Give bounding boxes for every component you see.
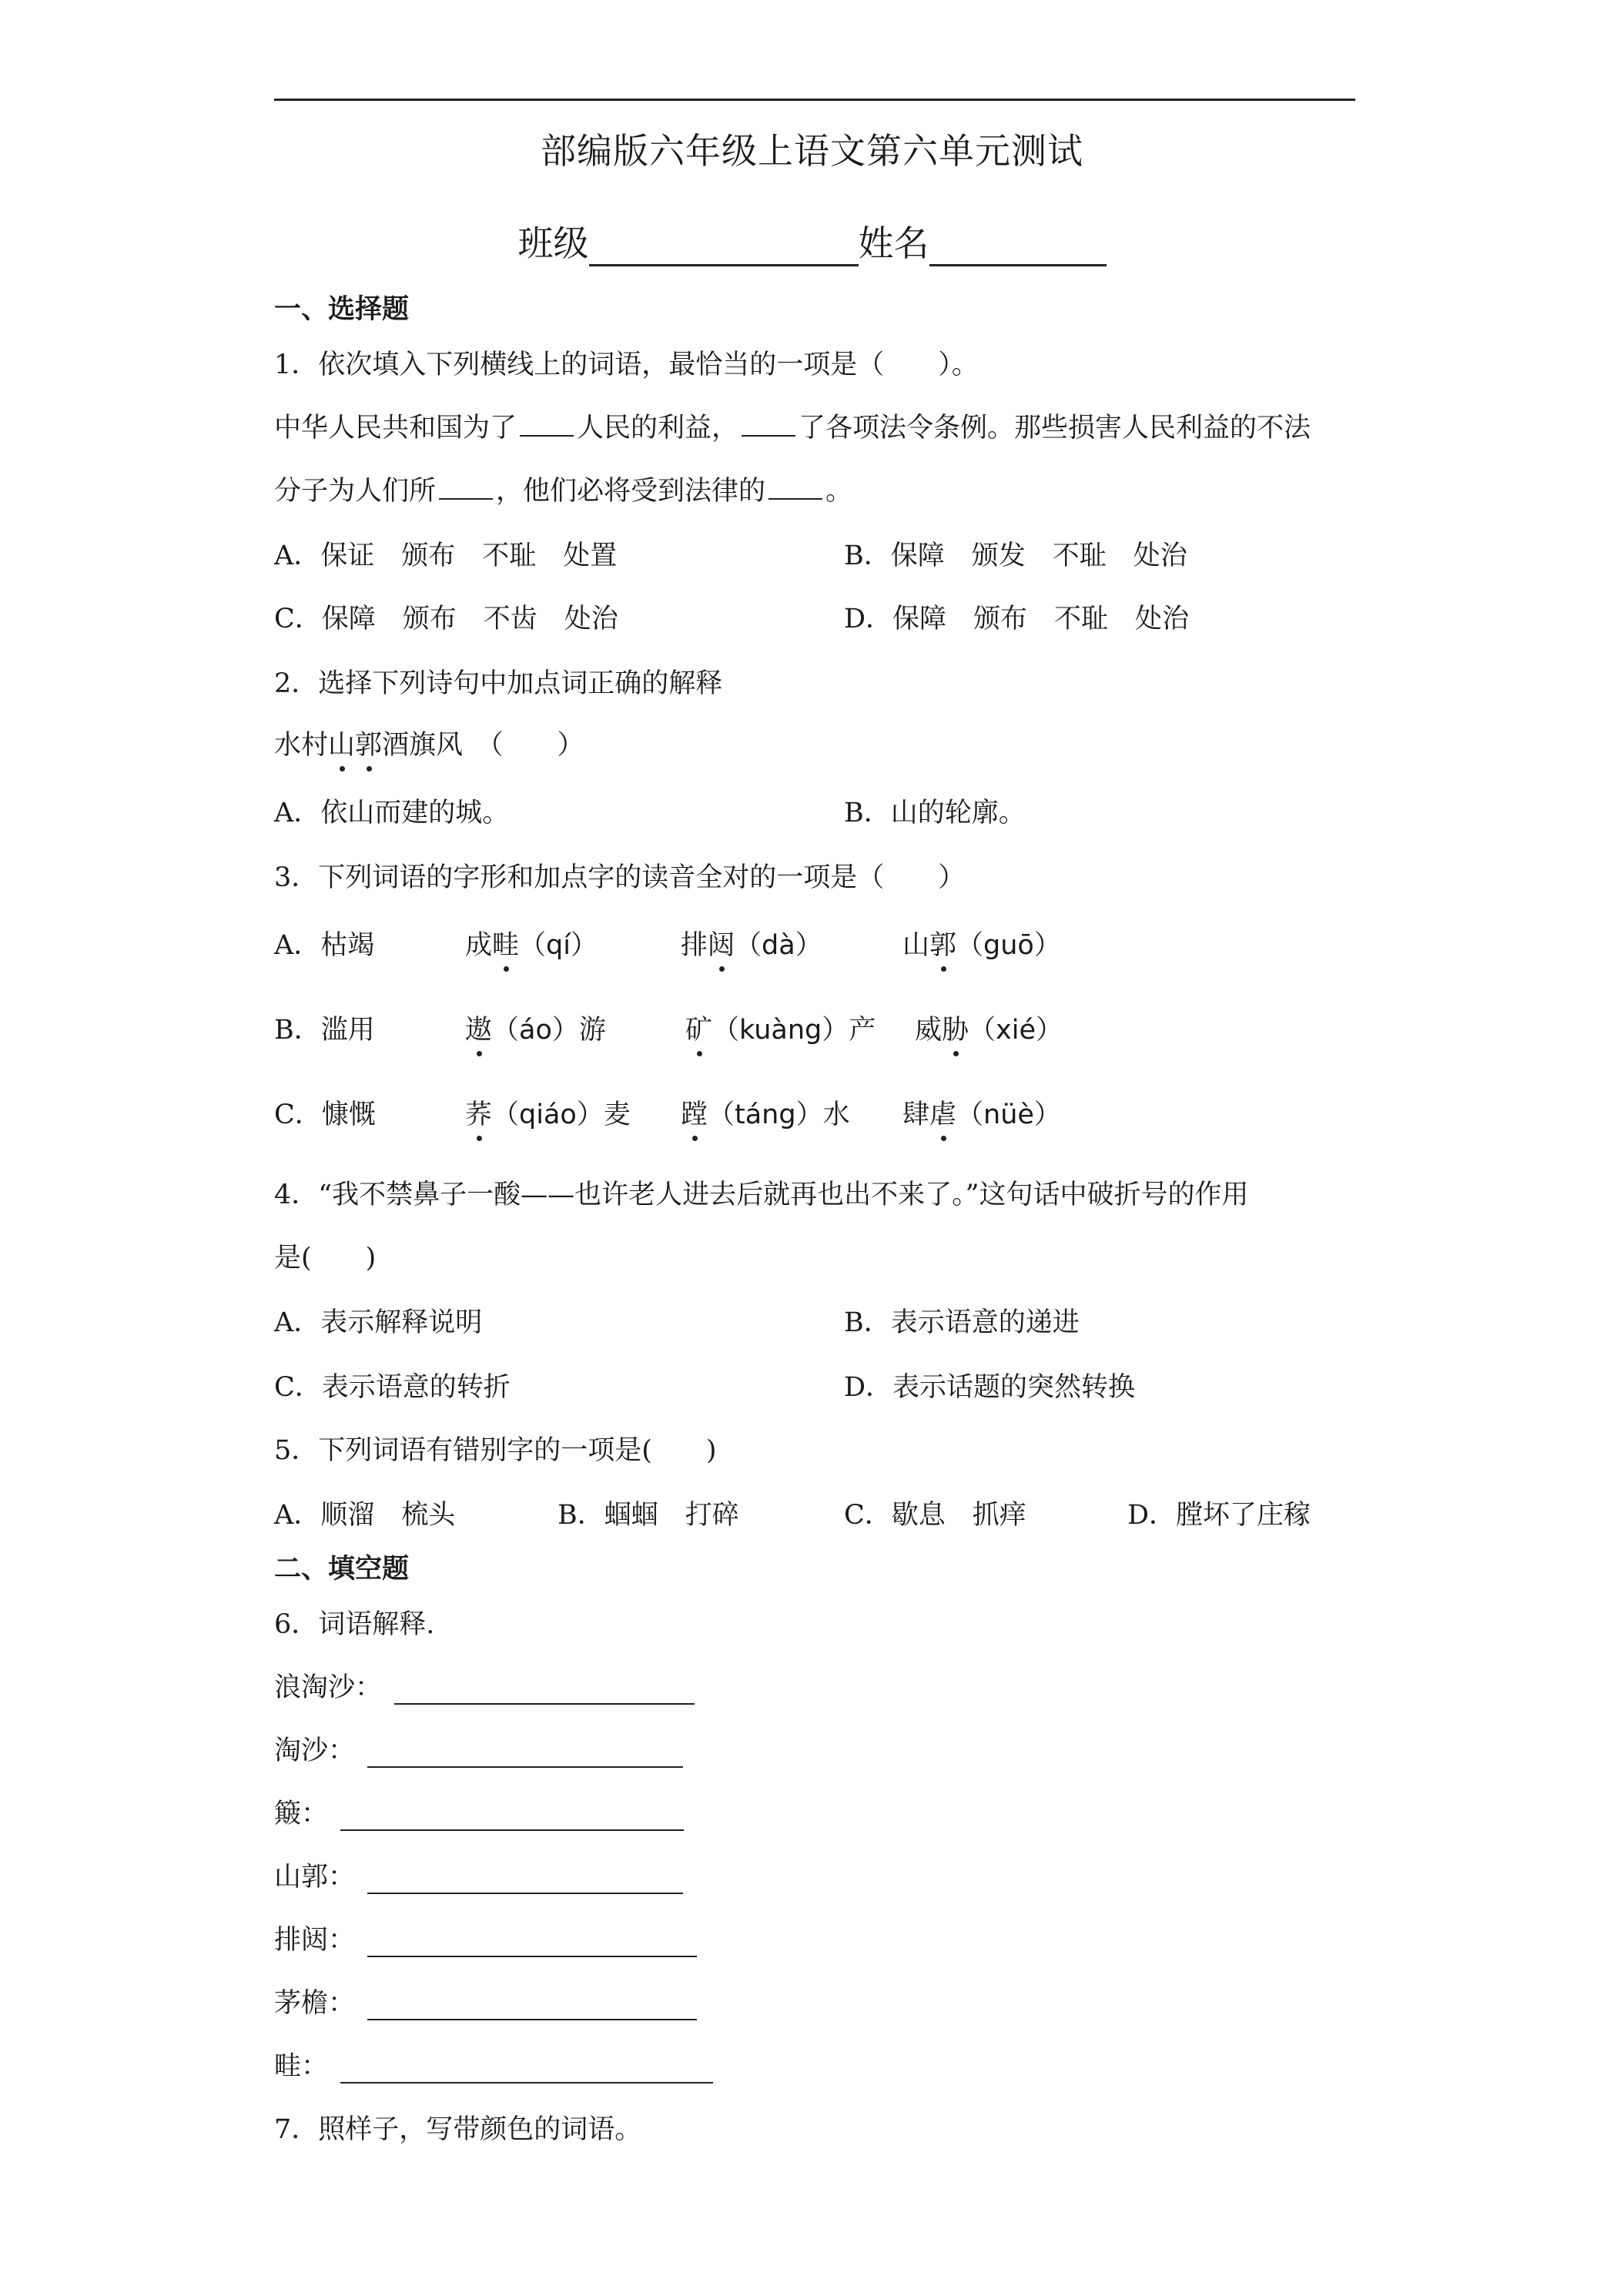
q6-answer-5[interactable] [367,1930,697,1957]
q3-a-w2-char: 成 [465,930,493,961]
q3-a-word4 [902,924,1061,962]
q3-c-w3-pinyin: （táng）水 [708,1099,850,1130]
q6-answer-6[interactable] [367,1993,697,2020]
q6-answer-2[interactable] [367,1740,683,1768]
q6-term-4: 山郭： [274,1862,356,1893]
q1-text-b: 人民的利益， [577,413,739,443]
q6-item-2 [274,1729,683,1768]
q3-stem: 3．下列词语的字形和加点字的读音全对的一项是（ ） [274,862,966,893]
top-rule [274,99,1355,101]
q3-a-w2-pinyin: （qí） [519,930,598,961]
q3-a-w2-dotted: 畦 [492,924,519,962]
q1-option-c[interactable]: C．保障 颁布 不齿 处治 [274,604,618,634]
q5-option-b[interactable]: B．蝈蝈 打碎 [558,1500,739,1531]
class-label: 班级 [517,223,589,264]
q3-b-w2-dotted: 遨 [465,1009,492,1047]
q2-poem-line [274,724,584,762]
q2-poem-b: 酒旗风 （ ） [382,730,584,761]
q3-b-word3 [685,1009,876,1047]
q3-b-w3-dotted: 矿 [685,1009,712,1047]
class-name-line [0,216,1624,266]
q1-text-d: 分子为人们所 [274,476,437,507]
q5-option-a[interactable]: A．顺溜 梳头 [274,1500,456,1531]
q6-item-7 [274,2045,713,2083]
name-blank[interactable] [929,226,1107,266]
q6-item-4 [274,1856,683,1894]
q3-a-w3-dotted: 闼 [708,924,735,962]
q6-term-2: 淘沙： [274,1735,356,1766]
q3-c-w4-dotted: 虐 [929,1093,956,1132]
q3-c-w3-dotted: 蹚 [681,1093,708,1132]
q6-term-6: 茅檐： [274,1988,356,2019]
q1-text-a: 中华人民共和国为了 [274,413,517,443]
q3-a-w3-char: 排 [681,930,708,961]
q6-item-1 [274,1666,695,1705]
q6-term-3: 簸： [274,1799,329,1829]
q1-text-c: 了各项法令条例。那些损害人民利益的不法 [799,413,1311,443]
q2-dotted-char-2: 郭 [355,724,382,762]
q4-option-c[interactable]: C．表示语意的转折 [274,1372,511,1403]
q4-option-b[interactable]: B．表示语意的递进 [844,1307,1080,1338]
q1-passage-line1 [274,407,1311,445]
q2-dotted-char-1: 山 [328,724,355,762]
q3-c-word3 [681,1093,850,1132]
q3-c-word2 [465,1093,631,1132]
q2-option-b[interactable]: B．山的轮廓。 [844,798,1026,828]
q1-blank-4[interactable] [768,475,822,500]
q3-b-w4-dotted: 胁 [942,1009,969,1047]
q7-stem: 7．照样子，写带颜色的词语。 [274,2114,642,2145]
q5-option-c[interactable]: C．歇息 抓痒 [844,1500,1026,1531]
q6-stem: 6．词语解释. [274,1609,435,1640]
q1-text-e: ，他们必将受到法律的 [496,476,766,507]
q3-c-w2-pinyin: （qiáo）麦 [492,1099,631,1130]
q4-option-d[interactable]: D．表示话题的突然转换 [844,1372,1136,1403]
q3-c-w4-pinyin: （nüè） [956,1099,1061,1130]
q4-stem-line2: 是( ) [274,1243,377,1274]
q4-option-a[interactable]: A．表示解释说明 [274,1307,483,1338]
q6-answer-4[interactable] [367,1866,683,1894]
page-title: 部编版六年级上语文第六单元测试 [541,130,1083,172]
q3-a-word3 [681,924,822,962]
q3-c-w4-char: 肆 [902,1099,930,1130]
q2-poem-a: 水村 [274,730,329,761]
q4-stem-line1: 4．“我不禁鼻子一酸——也许老人进去后就再也出不来了。”这句话中破折号的作用 [274,1180,1249,1210]
q2-stem: 2．选择下列诗句中加点词正确的解释 [274,668,723,699]
q3-a-w3-pinyin: （dà） [735,930,822,961]
q1-blank-3[interactable] [439,475,493,500]
q3-c-w2-dotted: 荞 [465,1093,492,1132]
q1-text-f: 。 [825,476,853,507]
q3-a-w4-pinyin: （guō） [956,930,1061,961]
q3-option-b[interactable]: B．滥用 [274,1015,375,1046]
q6-item-3 [274,1792,684,1831]
q1-passage-line2 [274,470,852,508]
q3-b-w2-pinyin: （áo）游 [492,1015,606,1046]
q3-b-word2 [465,1009,606,1047]
q3-a-w4-dotted: 郭 [929,924,956,962]
q3-option-a[interactable]: A．枯竭 [274,930,375,961]
class-blank[interactable] [589,226,859,266]
q1-option-b[interactable]: B．保障 颁发 不耻 处治 [844,541,1187,571]
q1-blank-2[interactable] [742,412,795,437]
section-heading-choice: 一、选择题 [274,294,410,325]
q1-blank-1[interactable] [520,412,574,437]
q6-answer-1[interactable] [394,1677,695,1705]
q5-stem: 5．下列词语有错别字的一项是( ) [274,1435,717,1466]
section-heading-fill: 二、填空题 [274,1554,410,1585]
q3-b-w4-pinyin: （xié） [969,1015,1063,1046]
q3-b-w4-char: 威 [915,1015,943,1046]
q1-stem: 1．依次填入下列横线上的词语，最恰当的一项是（ ）。 [274,350,979,380]
q3-b-w3-pinyin: （kuàng）产 [712,1015,876,1046]
q6-term-5: 排闼： [274,1925,356,1956]
name-label: 姓名 [858,223,929,264]
q3-b-word4 [915,1009,1063,1047]
q3-a-word2 [465,924,598,962]
q3-c-word4 [902,1093,1061,1132]
q1-option-a[interactable]: A．保证 颁布 不耻 处置 [274,541,618,571]
q6-item-6 [274,1982,697,2020]
q3-option-c[interactable]: C．慷慨 [274,1099,376,1130]
q6-item-5 [274,1919,697,1957]
q2-option-a[interactable]: A．依山而建的城。 [274,798,510,828]
q6-answer-3[interactable] [340,1803,684,1831]
q6-term-7: 畦： [274,2051,329,2082]
q5-option-d[interactable]: D．膛坏了庄稼 [1127,1500,1311,1531]
q6-answer-7[interactable] [340,2056,713,2083]
q6-term-1: 浪淘沙： [274,1672,383,1703]
q3-a-w4-char: 山 [902,930,930,961]
q1-option-d[interactable]: D．保障 颁布 不耻 处治 [844,604,1190,634]
